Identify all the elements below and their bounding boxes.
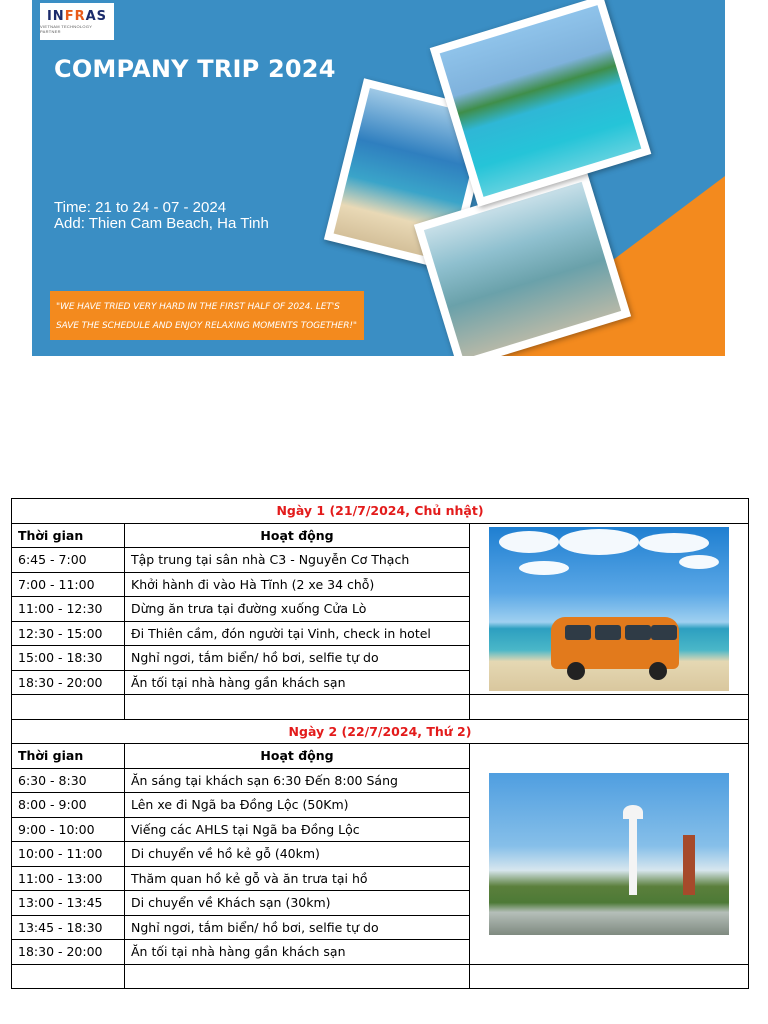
column-header-row: [12, 744, 749, 769]
empty-cell: [12, 964, 125, 989]
row-activity: Thăm quan hồ kẻ gỗ và ăn trưa tại hồ: [125, 866, 470, 891]
day-photo-cell: [470, 744, 749, 965]
banner-title: COMPANY TRIP 2024: [54, 55, 336, 83]
day-header-row: [12, 719, 749, 744]
dong-loc-monument-photo: [489, 773, 729, 935]
empty-cell: [470, 695, 749, 720]
col-time-header: Thời gian: [12, 523, 125, 548]
row-time: 13:00 - 13:45: [12, 891, 125, 916]
schedule-table: [11, 498, 749, 989]
row-activity: Lên xe đi Ngã ba Đồng Lộc (50Km): [125, 793, 470, 818]
row-time: 11:00 - 13:00: [12, 866, 125, 891]
row-activity: Tập trung tại sân nhà C3 - Nguyễn Cơ Thạch: [125, 548, 470, 573]
row-activity: Nghỉ ngơi, tắm biển/ hồ bơi, selfie tự do: [125, 646, 470, 671]
row-activity: Di chuyển về hồ kẻ gỗ (40km): [125, 842, 470, 867]
empty-cell: [125, 695, 470, 720]
row-time: 9:00 - 10:00: [12, 817, 125, 842]
empty-cell: [12, 695, 125, 720]
col-activity-header: Hoạt động: [125, 744, 470, 769]
empty-row: [12, 964, 749, 989]
row-activity: Đi Thiên cầm, đón người tại Vinh, check in hotel: [125, 621, 470, 646]
row-time: 8:00 - 9:00: [12, 793, 125, 818]
row-time: 12:30 - 15:00: [12, 621, 125, 646]
row-activity: Khởi hành đi vào Hà Tĩnh (2 xe 34 chỗ): [125, 572, 470, 597]
empty-cell: [125, 964, 470, 989]
row-time: 6:45 - 7:00: [12, 548, 125, 573]
row-time: 18:30 - 20:00: [12, 940, 125, 965]
row-time: 7:00 - 11:00: [12, 572, 125, 597]
row-activity: Ăn tối tại nhà hàng gần khách sạn: [125, 940, 470, 965]
row-activity: Di chuyển về Khách sạn (30km): [125, 891, 470, 916]
row-activity: Ăn tối tại nhà hàng gần khách sạn: [125, 670, 470, 695]
day-title: Ngày 1 (21/7/2024, Chủ nhật): [12, 499, 749, 524]
row-activity: Dừng ăn trưa tại đường xuống Cửa Lò: [125, 597, 470, 622]
row-time: 18:30 - 20:00: [12, 670, 125, 695]
col-time-header: Thời gian: [12, 744, 125, 769]
row-activity: Nghỉ ngơi, tắm biển/ hồ bơi, selfie tự do: [125, 915, 470, 940]
trip-address: Add: Thien Cam Beach, Ha Tinh: [54, 215, 269, 232]
trip-quote: "WE HAVE TRIED VERY HARD IN THE FIRST HALF OF 2024. LET'S SAVE THE SCHEDULE AND ENJOY RELAXING MOMENTS TOGETHER!": [50, 291, 364, 340]
van-beach-photo: [489, 527, 729, 691]
logo-tagline: VIETNAM TECHNOLOGY PARTNER: [40, 24, 93, 34]
empty-cell: [470, 964, 749, 989]
row-time: 15:00 - 18:30: [12, 646, 125, 671]
company-logo: [40, 3, 114, 40]
row-time: 13:45 - 18:30: [12, 915, 125, 940]
col-activity-header: Hoạt động: [125, 523, 470, 548]
row-time: 6:30 - 8:30: [12, 768, 125, 793]
column-header-row: [12, 523, 749, 548]
empty-row: [12, 695, 749, 720]
trip-time: Time: 21 to 24 - 07 - 2024: [54, 199, 227, 216]
row-activity: Ăn sáng tại khách sạn 6:30 Đến 8:00 Sáng: [125, 768, 470, 793]
row-time: 11:00 - 12:30: [12, 597, 125, 622]
trip-banner: [32, 0, 725, 356]
row-activity: Viếng các AHLS tại Ngã ba Đồng Lộc: [125, 817, 470, 842]
row-time: 10:00 - 11:00: [12, 842, 125, 867]
logo-mark: INFRAS: [46, 9, 108, 24]
day-title: Ngày 2 (22/7/2024, Thứ 2): [12, 719, 749, 744]
day-header-row: [12, 499, 749, 524]
day-photo-cell: [470, 523, 749, 695]
